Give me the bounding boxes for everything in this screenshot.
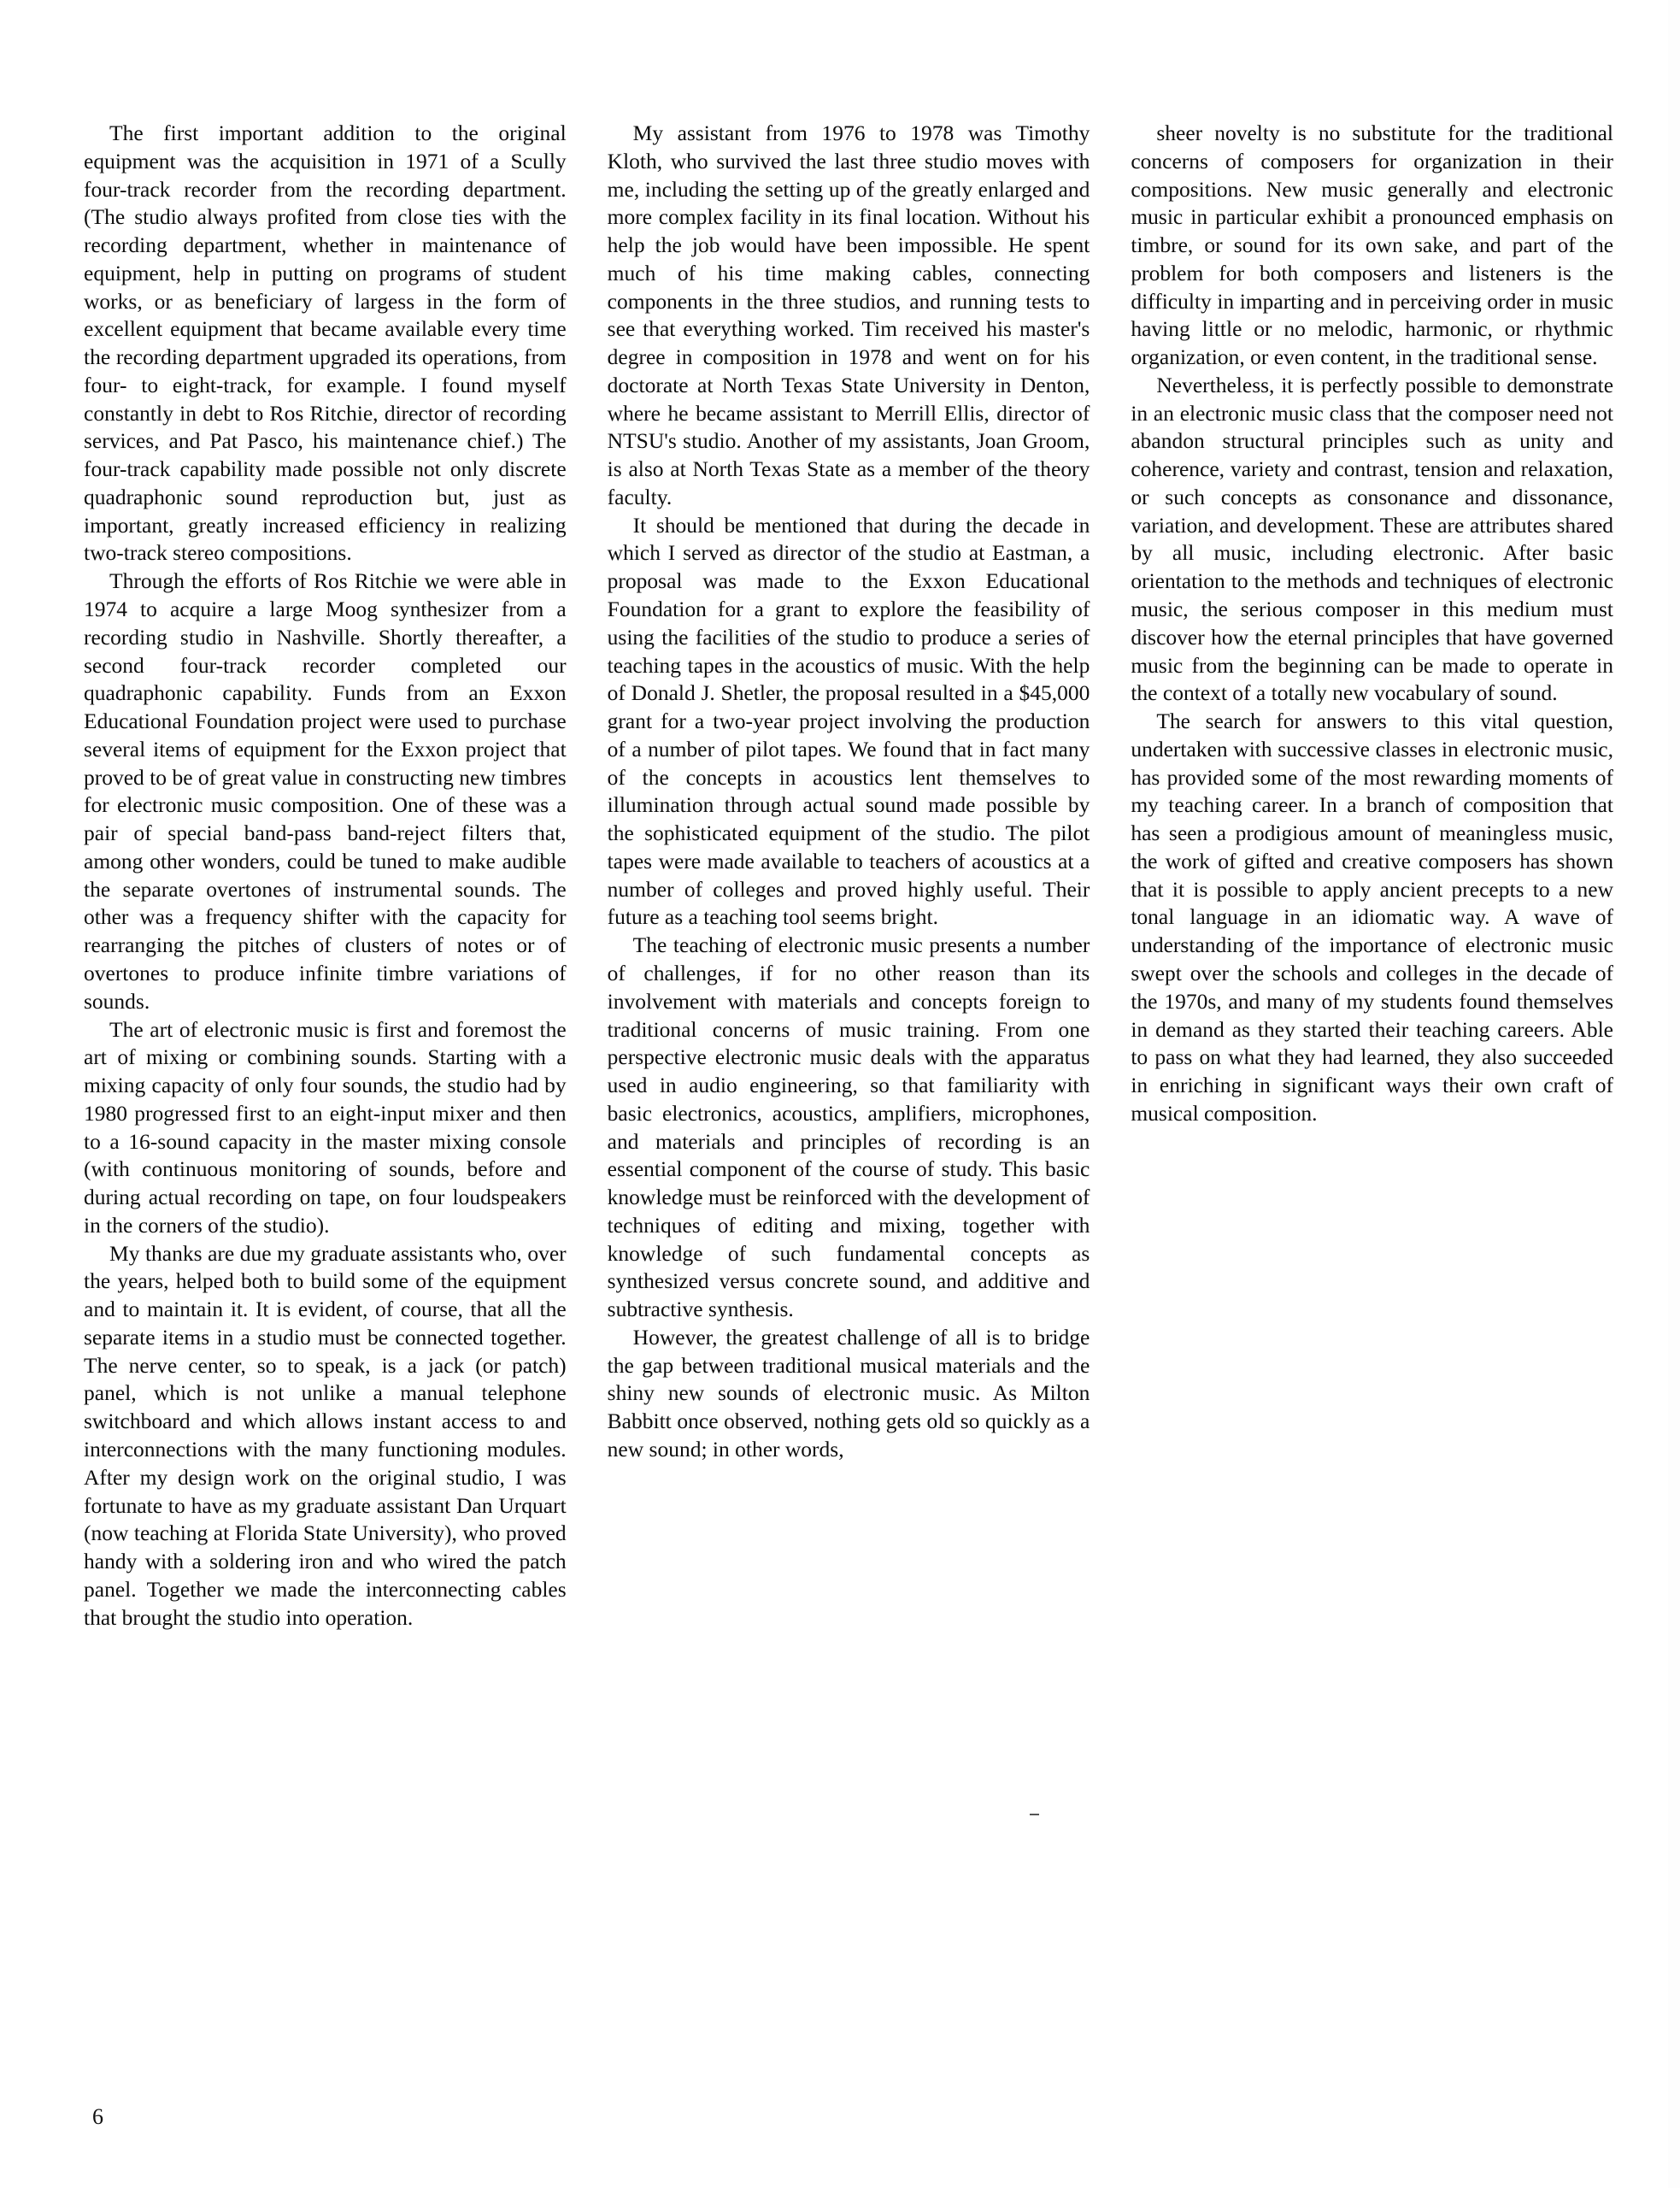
paragraph: My thanks are due my graduate assistants who, over the years, helped both to build some of the equipment and to maintain it. It is evident, of course, that all the separate items in a studio must be connected together. The nerve center, so to speak, is a jack (or patch) panel, which is not unlike a manual telephone switchboard and which allows instant access to and interconnections with the many functioning modules. After my design work on the original studio, I was fortunate to have as my graduate assistant Dan Urquart (now teaching at Florida State University), who proved handy with a soldering iron and who wired the patch panel. Together we made the interconnecting cables that brought the studio into operation. <box>84 1240 567 1630</box>
paragraph: My assistant from 1976 to 1978 was Timothy Kloth, who survived the last three studio moves with me, including the setting up of the greatly enlarged and more complex facility in its final location. Without his help the job would have been impossible. He spent much of his time making cables, connecting components in the three studios, and running tests to see that everything worked. Tim received his master's degree in composition in 1978 and went on for his doctorate at North Texas State University in Denton, where he became assistant to Merrill Ellis, director of NTSU's studio. Another of my assistants, Joan Groom, is also at North Texas State as a member of the theory faculty. <box>607 121 1090 509</box>
text-columns <box>84 120 1613 1632</box>
page-number: 6 <box>92 2104 103 2129</box>
paragraph: sheer novelty is no substitute for the traditional concerns of composers for organization in their compositions. New music generally and electronic music in particular exhibit a pronounced emphasis on timbre, or sound for its own sake, and part of the problem for both composers and listeners is the difficulty in imparting and in perceiving order in music having little or no melodic, harmonic, or rhythmic organization, or even content, in the traditional sense. <box>1131 121 1614 370</box>
column-2 <box>608 120 1090 1464</box>
paragraph: Through the efforts of Ros Ritchie we were able in 1974 to acquire a large Moog synthesizer from a recording studio in Nashville. Shortly thereafter, a second four-track recorder completed our quadraphonic capability. Funds from an Exxon Educational Foundation project were used to purchase several items of equipment for the Exxon project that proved to be of great value in constructing new timbres for electronic music composition. One of these was a pair of special band-pass band-reject filters that, among other wonders, could be tuned to make audible the separate overtones of instrumental sounds. The other was a frequency shifter with the capacity for rearranging the pitches of clusters of notes or of overtones to produce infinite timbre variations of sounds. <box>84 568 567 1014</box>
paragraph: The first important addition to the original equipment was the acquisition in 1971 of a Scully four-track recorder from the recording department. (The studio always profited from close ties with the recording department, whether in maintenance of equipment, help in putting on programs of student works, or as beneficiary of largess in the form of excellent equipment that became available every time the recording department upgraded its operations, from four- to eight-track, for example. I found myself constantly in debt to Ros Ritchie, director of recording services, and Pat Pasco, his maintenance chief.) The four-track capability made possible not only discrete quadraphonic sound reproduction but, just as important, greatly increased efficiency in realizing two-track stereo compositions. <box>84 121 567 566</box>
page-right-margin <box>1668 0 1680 2188</box>
paragraph: The teaching of electronic music presents a number of challenges, if for no other reason than its involvement with materials and concepts foreign to traditional concerns of music training. From one perspective electronic music deals with the apparatus used in audio engineering, so that familiarity with basic electronics, acoustics, amplifiers, microphones, and materials and principles of recording is an essential component of the course of study. This basic knowledge must be reinforced with the development of techniques of editing and mixing, together with knowledge of such fundamental concepts as synthesized versus concrete sound, and additive and subtractive synthesis. <box>607 932 1090 1322</box>
page-left-margin <box>0 0 14 2188</box>
column-1 <box>84 120 567 1632</box>
paragraph: The search for answers to this vital question, undertaken with successive classes in electronic music, has provided some of the most rewarding moments of my teaching career. In a branch of composition that has seen a prodigious amount of meaningless music, the work of gifted and creative composers has shown that it is possible to apply ancient precepts to a new tonal language in an idiomatic way. A wave of understanding of the importance of electronic music swept over the schools and colleges in the decade of the 1970s, and many of my students found themselves in demand as they started their teaching careers. Able to pass on what they had learned, they also succeeded in enriching in significant ways their own craft of musical composition. <box>1131 709 1614 1126</box>
page-artifact-mark <box>1030 1814 1039 1815</box>
paragraph: However, the greatest challenge of all is to bridge the gap between traditional musical materials and the shiny new sounds of electronic music. As Milton Babbitt once observed, nothing gets old so quickly as a new sound; in other words, <box>607 1324 1090 1462</box>
column-3 <box>1131 120 1613 1128</box>
paragraph: Nevertheless, it is perfectly possible to demonstrate in an electronic music class that the composer need not abandon structural principles such as unity and coherence, variety and contrast, tension and relaxation, or such concepts as consonance and dissonance, variation, and development. These are attributes shared by all music, including electronic. After basic orientation to the methods and techniques of electronic music, the serious composer in this medium must discover how the eternal principles that have governed music from the beginning can be made to operate in the context of a totally new vocabulary of sound. <box>1131 372 1614 706</box>
paragraph: It should be mentioned that during the decade in which I served as director of the studio at Eastman, a proposal was made to the Exxon Educational Foundation for a grant to explore the feasibility of using the facilities of the studio to produce a series of teaching tapes in the acoustics of music. With the help of Donald J. Shetler, the proposal resulted in a $45,000 grant for a two-year project involving the production of a number of pilot tapes. We found that in fact many of the concepts in acoustics lent themselves to illumination through actual sound made possible by the sophisticated equipment of the studio. The pilot tapes were made available to teachers of acoustics at a number of colleges and proved highly useful. Their future as a teaching tool seems bright. <box>607 512 1090 930</box>
paragraph: The art of electronic music is first and foremost the art of mixing or combining sounds. Starting with a mixing capacity of only four sounds, the studio had by 1980 progressed first to an eight-input mixer and then to a 16-sound capacity in the master mixing console (with continuous monitoring of sounds, before and during actual recording on tape, on four loudspeakers in the corners of the studio). <box>84 1016 567 1238</box>
